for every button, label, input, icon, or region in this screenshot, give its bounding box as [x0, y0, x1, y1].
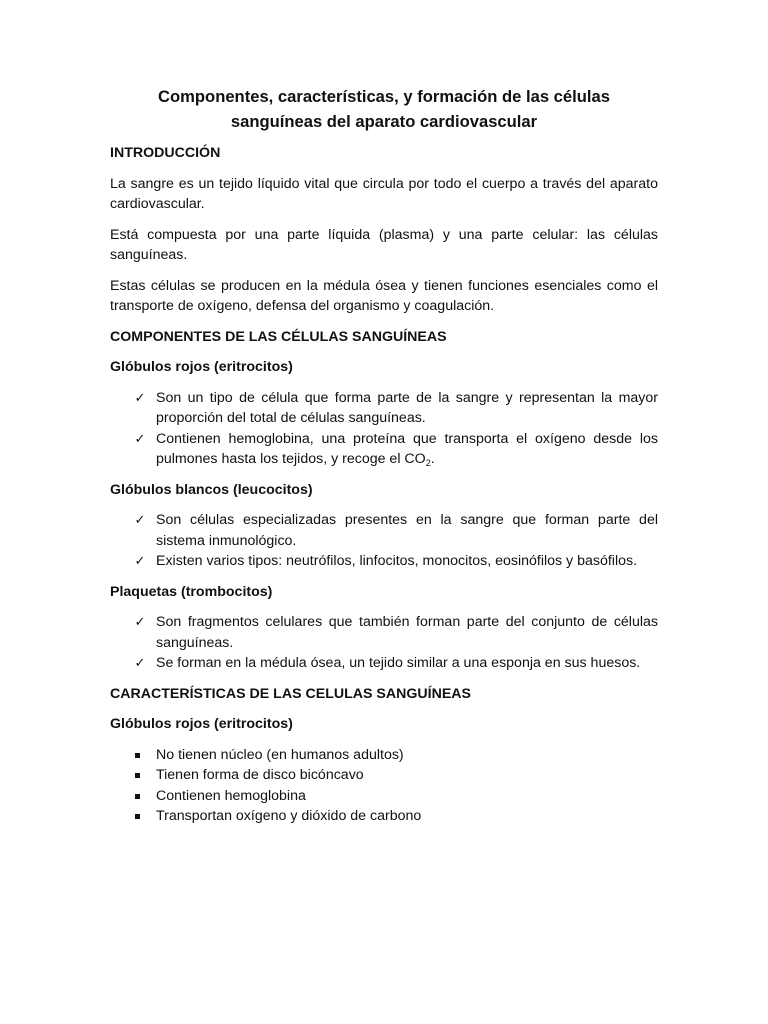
list-item	[110, 551, 658, 572]
list-item	[110, 653, 658, 674]
blancos-list	[110, 510, 658, 572]
document-title: Componentes, características, y formación de las células sanguíneas del aparato cardiovascular	[158, 87, 610, 131]
list-item-text: Existen varios tipos: neutrófilos, linfocitos, monocitos, eosinófilos y basófilos.	[156, 553, 638, 569]
list-item	[110, 786, 658, 807]
document-body	[110, 84, 658, 837]
check-icon: ✓	[134, 614, 146, 629]
list-item-text: Contienen hemoglobina, una proteína que transporta el oxígeno desde los pulmones hasta los tejidos, y recoge el CO	[156, 430, 658, 467]
blancos-subheading: Glóbulos blancos (leucocitos)	[110, 481, 313, 498]
list-item-text: Contienen hemoglobina	[156, 787, 306, 804]
check-icon: ✓	[134, 512, 146, 527]
list-item	[110, 429, 658, 470]
list-item	[110, 765, 658, 786]
check-icon: ✓	[134, 655, 146, 670]
caracteristicas-heading: CARACTERÍSTICAS DE LAS CELULAS SANGUÍNEAS	[110, 685, 472, 702]
check-icon: ✓	[134, 553, 146, 568]
co2-subscript: 2	[425, 458, 431, 468]
list-item	[110, 612, 658, 653]
check-icon: ✓	[134, 430, 146, 446]
list-item-text: Tienen forma de disco bicóncavo	[156, 767, 364, 783]
square-bullet-icon	[135, 773, 140, 778]
list-item-text: Son un tipo de célula que forma parte de la sangre y representan la mayor proporción del total de células sanguíneas.	[156, 389, 658, 426]
rojos-list	[110, 388, 658, 470]
caracteristicas-rojos-subheading: Glóbulos rojos (eritrocitos)	[110, 716, 293, 732]
list-item	[110, 388, 658, 429]
check-icon: ✓	[134, 389, 146, 405]
list-item	[110, 745, 658, 766]
list-item-end: .	[430, 451, 435, 467]
rojos-subheading: Glóbulos rojos (eritrocitos)	[110, 359, 293, 375]
square-bullet-icon	[135, 794, 140, 799]
list-item	[110, 806, 658, 827]
componentes-heading: COMPONENTES DE LAS CÉLULAS SANGUÍNEAS	[110, 328, 447, 345]
caracteristicas-rojos-list	[110, 745, 658, 827]
intro-paragraph: Está compuesta por una parte líquida (plasma) y una parte celular: las células sanguíneas.	[110, 226, 658, 263]
intro-paragraph: La sangre es un tejido líquido vital que circula por todo el cuerpo a través del aparato cardiovascular.	[110, 175, 658, 212]
intro-heading: INTRODUCCIÓN	[110, 145, 221, 161]
square-bullet-icon	[135, 814, 140, 819]
list-item-text: Son células especializadas presentes en la sangre que forman parte del sistema inmunológico.	[156, 512, 658, 549]
list-item-text: Transportan oxígeno y dióxido de carbono	[156, 808, 422, 824]
list-item-text: Son fragmentos celulares que también forman parte del conjunto de células sanguíneas.	[156, 614, 658, 651]
intro-paragraph: Estas células se producen en la médula ósea y tienen funciones esenciales como el transporte de oxígeno, defensa del organismo y coagulación.	[110, 277, 658, 314]
list-item	[110, 510, 658, 551]
plaquetas-list	[110, 612, 658, 674]
square-bullet-icon	[135, 753, 140, 758]
list-item-text: Se forman en la médula ósea, un tejido similar a una esponja en sus huesos.	[156, 655, 641, 671]
plaquetas-subheading: Plaquetas (trombocitos)	[110, 583, 273, 600]
list-item-text: No tienen núcleo (en humanos adultos)	[156, 746, 404, 763]
